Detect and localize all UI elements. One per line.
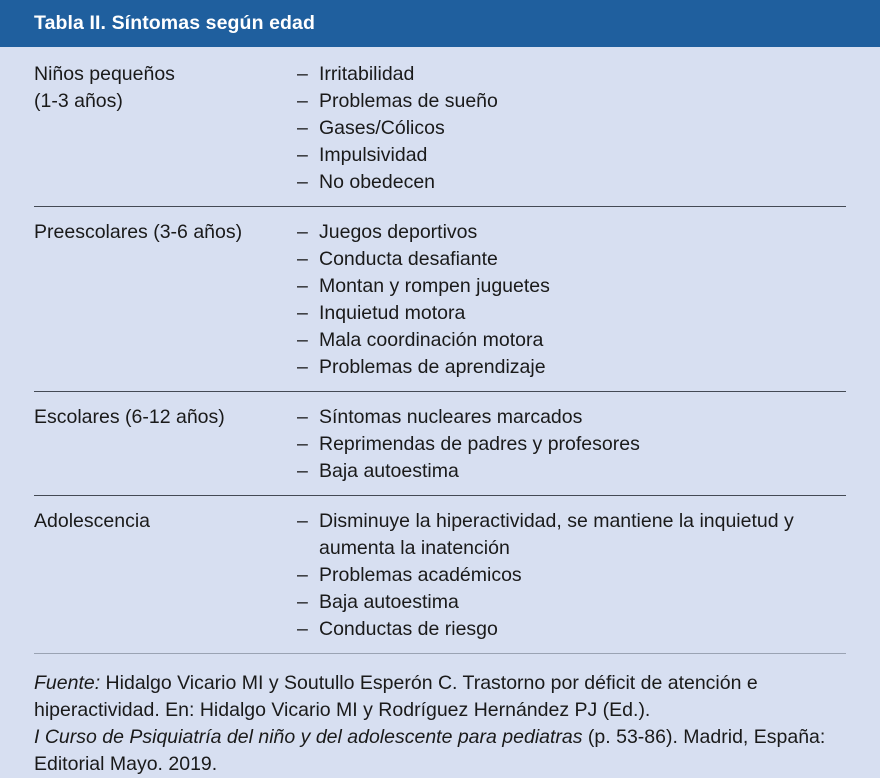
- age-group-label: Escolares (6-12 años): [34, 406, 225, 428]
- symptom-item: – Gases/Cólicos: [297, 115, 846, 142]
- table-row: [34, 508, 846, 654]
- symptom-item: – Conducta desafiante: [297, 246, 846, 273]
- symptom-item: – Síntomas nucleares marcados: [297, 404, 846, 431]
- table-body: [0, 61, 880, 654]
- symptom-item: – Juegos deportivos: [297, 219, 846, 246]
- age-group-range: (1-3 años): [34, 90, 123, 112]
- symptom-item: – Montan y rompen juguetes: [297, 273, 846, 300]
- source-note: [0, 654, 880, 778]
- table-row: [34, 61, 846, 207]
- source-book-title: I Curso de Psiquiatría del niño y del adolescente para pediatras: [34, 726, 583, 748]
- symptom-item: – Disminuye la hiperactividad, se mantiene la inquietud y aumenta la inatención: [297, 508, 846, 562]
- symptom-item: – Problemas académicos: [297, 562, 846, 589]
- symptom-list: [297, 61, 846, 196]
- age-group-label: Adolescencia: [34, 510, 150, 532]
- symptom-item: – Baja autoestima: [297, 589, 846, 616]
- table-row: [34, 219, 846, 392]
- symptom-item: – Baja autoestima: [297, 458, 846, 485]
- symptom-list: [297, 404, 846, 485]
- symptom-item: – Mala coordinación motora: [297, 327, 846, 354]
- symptom-item: – Irritabilidad: [297, 61, 846, 88]
- source-label: Fuente:: [34, 672, 101, 694]
- symptom-item: – Problemas de sueño: [297, 88, 846, 115]
- symptom-item: – Impulsividad: [297, 142, 846, 169]
- age-group: [34, 219, 297, 381]
- source-text-1: Hidalgo Vicario MI y Soutullo Esperón C. Trastorno por déficit de atención e hiperactividad. En: Hidalgo Vicario MI y Rodríguez Hernández PJ (Ed.).: [34, 672, 758, 721]
- symptom-item: – No obedecen: [297, 169, 846, 196]
- symptom-list: [297, 508, 846, 643]
- age-group: [34, 61, 297, 196]
- table-row: [34, 404, 846, 496]
- symptom-item: – Inquietud motora: [297, 300, 846, 327]
- table-title: Tabla II. Síntomas según edad: [0, 0, 880, 47]
- age-group-label: Niños pequeños: [34, 63, 175, 85]
- symptom-list: [297, 219, 846, 381]
- symptom-item: – Conductas de riesgo: [297, 616, 846, 643]
- age-group: [34, 404, 297, 485]
- source-text-2: (p. 53-86). Madrid, España: Editorial Mayo. 2019.: [34, 726, 826, 775]
- age-group: [34, 508, 297, 643]
- age-group-label: Preescolares (3-6 años): [34, 221, 243, 243]
- symptom-item: – Reprimendas de padres y profesores: [297, 431, 846, 458]
- symptom-item: – Problemas de aprendizaje: [297, 354, 846, 381]
